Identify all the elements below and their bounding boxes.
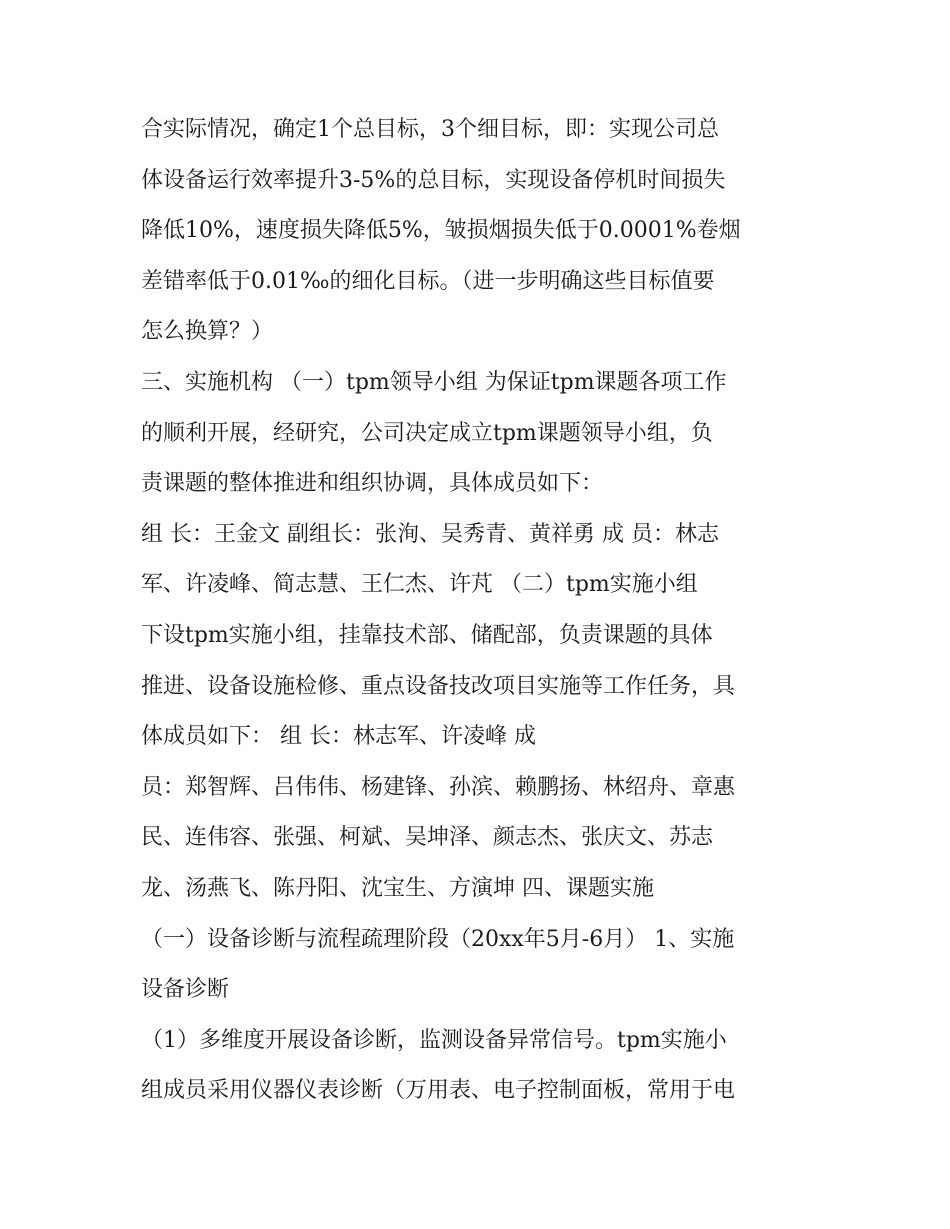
- text-line: 民、连伟容、张强、柯斌、吴坤泽、颜志杰、张庆文、苏志: [141, 825, 714, 851]
- text-line: 组成员采用仪器仪表诊断（万用表、电子控制面板，常用于电: [141, 1078, 736, 1104]
- document-body: [141, 105, 821, 1117]
- text-line: （1）多维度开展设备诊断，监测设备异常信号。tpm实施小: [141, 1027, 727, 1053]
- text-line: 体设备运行效率提升3-5%的总目标，实现设备停机时间损失: [141, 167, 726, 193]
- text-line: 合实际情况，确定1个总目标，3个细目标，即：实现公司总: [141, 117, 719, 142]
- text-line: 的顺利开展，经研究，公司决定成立tpm课题领导小组，负: [141, 420, 713, 446]
- text-line: 降低10%，速度损失降低5%，皱损烟损失低于0.0001%卷烟: [141, 218, 741, 244]
- text-line: 组 长：王金文 副组长：张洵、吴秀青、黄祥勇 成 员：林志: [141, 521, 719, 547]
- text-line: 龙、汤燕飞、陈丹阳、沈宝生、方演坤 四、课题实施: [141, 875, 654, 901]
- text-line: 体成员如下： 组 长：林志军、许凌峰 成: [141, 724, 536, 750]
- section-heading-line: （一）设备诊断与流程疏理阶段（20xx年5月-6月） 1、实施: [141, 926, 735, 952]
- text-line: 员：郑智辉、吕伟伟、杨建锋、孙滨、赖鹏扬、林绍舟、章惠: [141, 774, 736, 800]
- text-line: 军、许凌峰、简志慧、王仁杰、许芃 （二）tpm实施小组: [141, 572, 698, 598]
- text-line: 差错率低于0.01‰的细化目标。（进一步明确这些目标值要: [141, 268, 715, 294]
- section-heading-line: 三、实施机构 （一）tpm领导小组 为保证tpm课题各项工作: [141, 369, 727, 395]
- text-line: 设备诊断: [141, 977, 230, 1003]
- text-line: 责课题的整体推进和组织协调，具体成员如下：: [141, 471, 604, 497]
- text-line: 下设tpm实施小组，挂靠技术部、储配部，负责课题的具体: [141, 622, 713, 648]
- text-line: 怎么换算？）: [141, 319, 274, 345]
- text-line: 推进、设备设施检修、重点设备技改项目实施等工作任务，具: [141, 673, 736, 699]
